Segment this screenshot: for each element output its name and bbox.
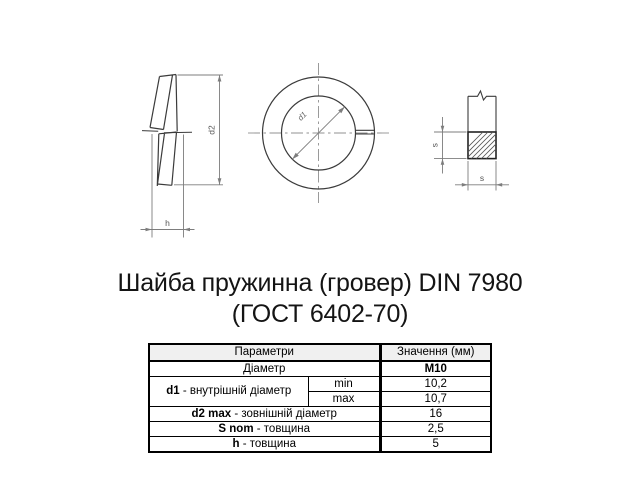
split-line-left	[142, 131, 158, 132]
hatch-lines	[456, 132, 513, 159]
arrowhead	[146, 228, 153, 232]
cell-diameter-value: M10	[380, 361, 491, 377]
cell-diameter-label: Діаметр	[149, 361, 380, 377]
table-row-h	[149, 437, 491, 453]
section-view-drawing	[434, 91, 513, 191]
product-title-line2: (ГОСТ 6402-70)	[231, 300, 409, 328]
table-row-d1-min	[149, 377, 491, 392]
table-row-diameter	[149, 361, 491, 377]
arrowhead	[184, 228, 191, 232]
table-row-d2	[149, 407, 491, 422]
product-title	[0, 268, 640, 330]
cell-d1-min-value: 10,2	[380, 377, 491, 392]
cell-d1-label: d1 - внутрішній діаметр	[149, 377, 308, 407]
section-square	[468, 132, 496, 159]
arrowhead	[441, 126, 445, 132]
cell-d2-value: 16	[380, 407, 491, 422]
cell-s-value: 2,5	[380, 422, 491, 437]
header-cell-parameters: Параметри	[149, 344, 380, 361]
product-title-line1: Шайба пружинна (гровер) DIN 7980	[117, 269, 523, 297]
top-view-drawing	[248, 63, 390, 203]
arrowhead	[218, 75, 222, 82]
table-row-s	[149, 422, 491, 437]
washer-upper-end	[150, 75, 177, 132]
cell-d1-max-label: max	[308, 392, 380, 407]
dim-label-d1: d1	[295, 109, 309, 123]
side-view-drawing	[142, 75, 192, 187]
arrowhead	[218, 178, 222, 185]
spec-table-container	[148, 343, 492, 453]
cell-d1-max-value: 10,7	[380, 392, 491, 407]
cell-s-label: S nom - товщина	[149, 422, 380, 437]
header-cell-values: Значення (мм)	[380, 344, 491, 361]
cell-h-value: 5	[380, 437, 491, 453]
cell-d1-min-label: min	[308, 377, 380, 392]
side-view-dimensions	[141, 75, 224, 238]
dim-label-h: h	[165, 218, 170, 228]
section-upper-part	[468, 91, 496, 132]
table-header-row	[149, 344, 491, 361]
arrowhead	[441, 159, 445, 165]
spec-table	[148, 343, 492, 453]
cell-d2-label: d2 max - зовнішній діаметр	[149, 407, 380, 422]
dim-label-d2: d2	[206, 125, 217, 135]
arrowhead	[496, 183, 502, 187]
arrowhead	[462, 183, 468, 187]
split-line-right	[164, 132, 192, 133]
cell-h-label: h - товщина	[149, 437, 380, 453]
washer-lower-end	[157, 132, 176, 186]
dim-label-s-thickness: s	[429, 143, 440, 148]
dim-label-s-width: s	[479, 173, 485, 183]
